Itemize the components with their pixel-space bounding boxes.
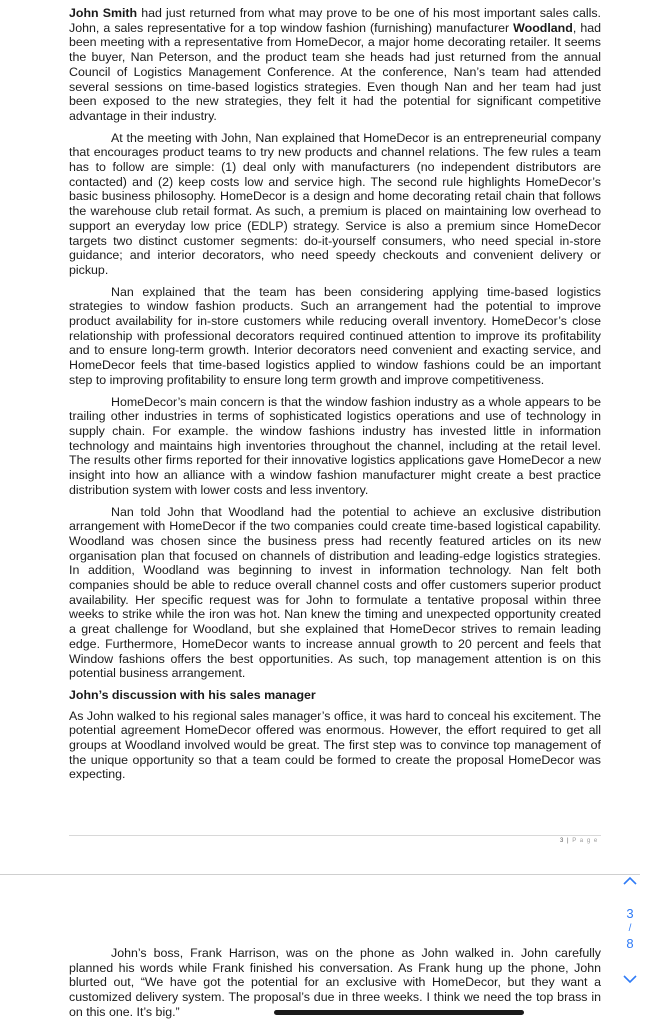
total-pages: 8 [626,936,634,951]
page-indicator [615,906,645,952]
page-slash: / [628,923,632,934]
chevron-up-icon[interactable] [621,872,639,890]
paragraph-2: At the meeting with John, Nan explained that HomeDecor is an entrepreneurial company that encourages product teams to try new products and channel relations. The few rules a team has to follow are simple: (1) deal only with manufacturers (no independent distributors are contacted) and (2) keep costs low and service high. The second rule highlights HomeDecor’s basic business philosophy. HomeDecor is a design and home decorating retail chain that follows the warehouse club retail format. As such, a premium is placed on maintaining low overhead to support an everyday low price (EDLP) strategy. Service is also a premium since HomeDecor targets two distinct customer segments: do-it-yourself consumers, who need special in-store guidance; and interior decorators, who need speedy checkouts and convenient delivery or pickup. [69,130,601,277]
paragraph-5: Nan told John that Woodland had the potential to achieve an exclusive distribution arrangement with HomeDecor if the two companies could create time-based logistical capability. Woodland was chosen since the business press had recently featured articles on its new organisation plan that focused on channels of distribution and leading-edge logistics strategies. In addition, Woodland was beginning to invest in information technology. Nan felt both companies should be able to reduce overall channel costs and offer customers superior product availability. Her specific request was for John to formulate a tentative proposal within three weeks to strike while the iron was hot. Nan knew the timing and unexpected opportunity created a great challenge for Woodland, but she explained that HomeDecor strives to remain leading edge. Furthermore, HomeDecor wants to increase annual growth to 20 percent and feels that Window fashions offers the best opportunities. As such, top management attention is on this potential business arrangement. [69,504,601,681]
page-navigator [615,870,645,990]
page-body [69,6,601,789]
page-2-body [69,946,601,1020]
current-page: 3 [626,906,634,921]
page-footer-number: 3 | P a g e [560,838,599,844]
footer-rule [69,835,601,836]
section-heading: John’s discussion with his sales manager [69,687,316,702]
paragraph-1: John Smith had just returned from what may prove to be one of his most important sales calls. John, a sales representative for a top window fashion (furnishing) manufacturer Woodland, had been meeting with a representative from HomeDecor, a major home decorating retailer. It seems the buyer, Nan Peterson, and the product team she heads had just returned from the annual Council of Logistics Management Conference. At the conference, Nan’s team had attended several sessions on time-based logistics strategies. Even though Nan and her team had just been exposed to the new strategies, they felt it had the potential for significant competitive advantage in their industry. [69,6,601,123]
paragraph-6: As John walked to his regional sales manager’s office, it was hard to conceal his excitement. The potential agreement HomeDecor offered was enormous. However, the effort required to get all groups at Woodland involved would be great. The first step was to convince top management of the unique opportunity so that a team could be formed to create the proposal HomeDecor was expecting. [69,708,601,782]
chevron-down-icon[interactable] [621,970,639,988]
horizontal-scrollbar[interactable] [274,1010,524,1015]
paragraph-4: HomeDecor’s main concern is that the window fashion industry as a whole appears to be trailing other industries in terms of sophisticated logistics operations and use of technology in supply chain. For example. the window fashions industry has invested little in information technology and maintains high inventories throughout the channel, including at the retail level. The results other firms reported for their innovative logistics applications gave HomeDecor a new insight into how an alliance with a window fashion manufacturer might create a best practice distribution system with lower costs and less inventory. [69,394,601,497]
name-john-smith: John Smith [69,6,138,20]
company-woodland: Woodland [513,20,573,35]
page-separator [0,874,640,875]
page-2-paragraph-1: John’s boss, Frank Harrison, was on the phone as John walked in. John carefully planned his words while Frank finished his conversation. As Frank hung up the phone, John blurted out, “We have got the potential for an exclusive with HomeDecor, but they want a customized delivery system. The proposal’s due in three weeks. I think we need the top brass in on this one. It’s big.” [69,946,601,1019]
paragraph-3: Nan explained that the team has been considering applying time-based logistics strategies to window fashion products. Such an arrangement had the potential to improve product availability for in-store customers while reducing overall inventory. HomeDecor’s close relationship with professional decorators required continued attention to improve its profitability and to ensure long-term growth. Interior decorators need convenient and exacting service, and HomeDecor feels that time-based logistics applied to window fashions could be an important step to improving profitability to ensure long term growth and improve competitiveness. [69,284,601,387]
